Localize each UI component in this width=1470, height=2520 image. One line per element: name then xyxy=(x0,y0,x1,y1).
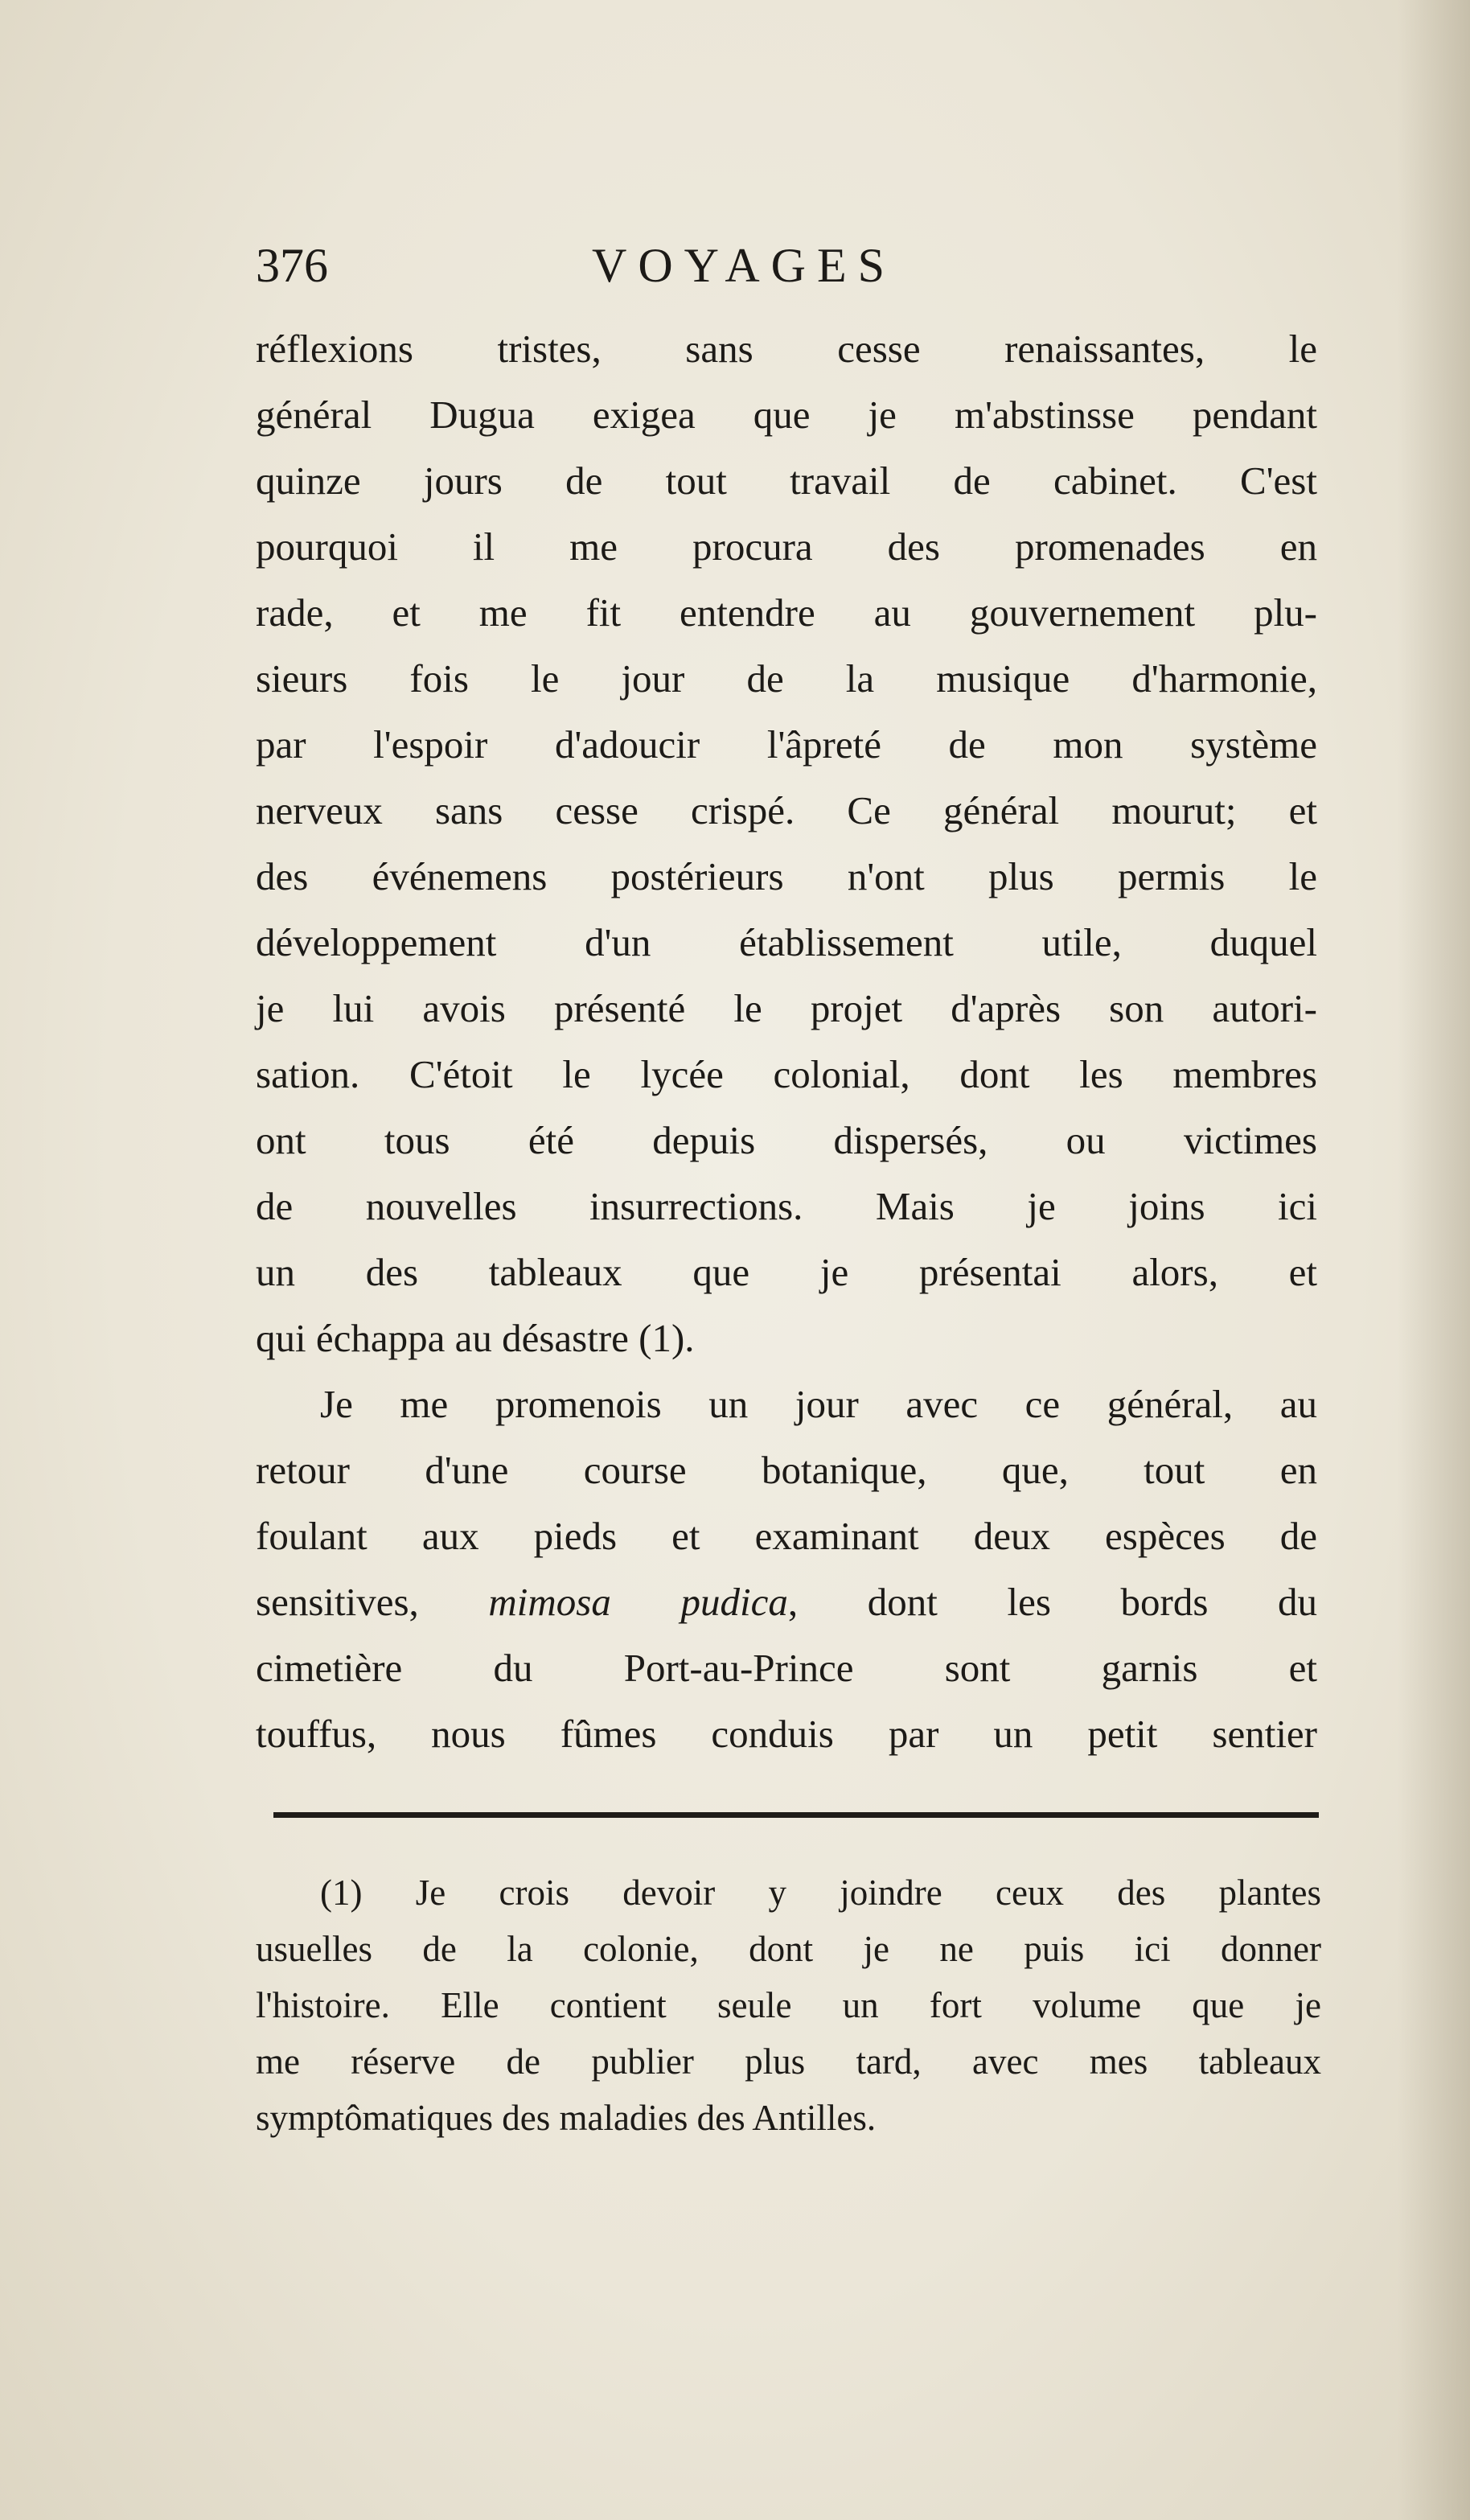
text-line: sation. C'étoit le lycée colonial, dont les membres xyxy=(256,1052,1317,1096)
text-line: touffus, nous fûmes conduis par un petit sentier xyxy=(256,1712,1317,1756)
text-line: développement d'un établissement utile, duquel xyxy=(256,920,1317,964)
text-line: de nouvelles insurrections. Mais je joins ici xyxy=(256,1184,1317,1228)
running-title: VOYAGES xyxy=(592,239,897,292)
text-line: je lui avois présenté le projet d'après son autori- xyxy=(256,986,1317,1030)
footnote-line: l'histoire. Elle contient seule un fort volume que je xyxy=(256,1985,1321,2025)
text-line: qui échappa au désastre (1). xyxy=(256,1316,695,1360)
text-line: réflexions tristes, sans cesse renaissantes, le xyxy=(256,327,1317,371)
text-line: un des tableaux que je présentai alors, et xyxy=(256,1250,1317,1294)
text-line: sieurs fois le jour de la musique d'harmonie, xyxy=(256,656,1317,701)
footnote-line: usuelles de la colonie, dont je ne puis ici donner xyxy=(256,1929,1321,1969)
footnote-divider xyxy=(273,1812,1319,1818)
text-line: nerveux sans cesse crispé. Ce général mourut; et xyxy=(256,788,1317,832)
text-line: des événemens postérieurs n'ont plus permis le xyxy=(256,854,1317,898)
footnote xyxy=(256,1864,1321,2146)
text-line: ont tous été depuis dispersés, ou victimes xyxy=(256,1118,1317,1162)
text-line xyxy=(256,1569,1317,1635)
text-fragment: , dont les bords du xyxy=(787,1580,1317,1624)
paragraph-2 xyxy=(256,1371,1317,1767)
running-head xyxy=(256,233,1317,298)
text-line: rade, et me fit entendre au gouvernement plu- xyxy=(256,590,1317,635)
text-line: par l'espoir d'adoucir l'âpreté de mon système xyxy=(256,722,1317,767)
text-fragment: sensitives, xyxy=(256,1580,419,1624)
paragraph-1 xyxy=(256,316,1317,1371)
footnote-line: me réserve de publier plus tard, avec mes tableaux xyxy=(256,2041,1321,2082)
text-line: retour d'une course botanique, que, tout en xyxy=(256,1448,1317,1492)
text-line: cimetière du Port-au-Prince sont garnis et xyxy=(256,1646,1317,1690)
text-line: pourquoi il me procura des promenades en xyxy=(256,524,1317,569)
main-text xyxy=(256,316,1317,1767)
text-line: Je me promenois un jour avec ce général, au xyxy=(320,1382,1317,1426)
text-line: foulant aux pieds et examinant deux espèces de xyxy=(256,1514,1317,1558)
footnote-line: symptômatiques des maladies des Antilles. xyxy=(256,2098,877,2138)
page-number: 376 xyxy=(256,239,328,292)
text-line: général Dugua exigea que je m'abstinsse pendant xyxy=(256,393,1317,437)
text-line: quinze jours de tout travail de cabinet. C'est xyxy=(256,458,1317,503)
italic-species-name: mimosa pudica xyxy=(488,1580,788,1624)
footnote-line: (1) Je crois devoir y joindre ceux des plantes xyxy=(320,1873,1321,1913)
